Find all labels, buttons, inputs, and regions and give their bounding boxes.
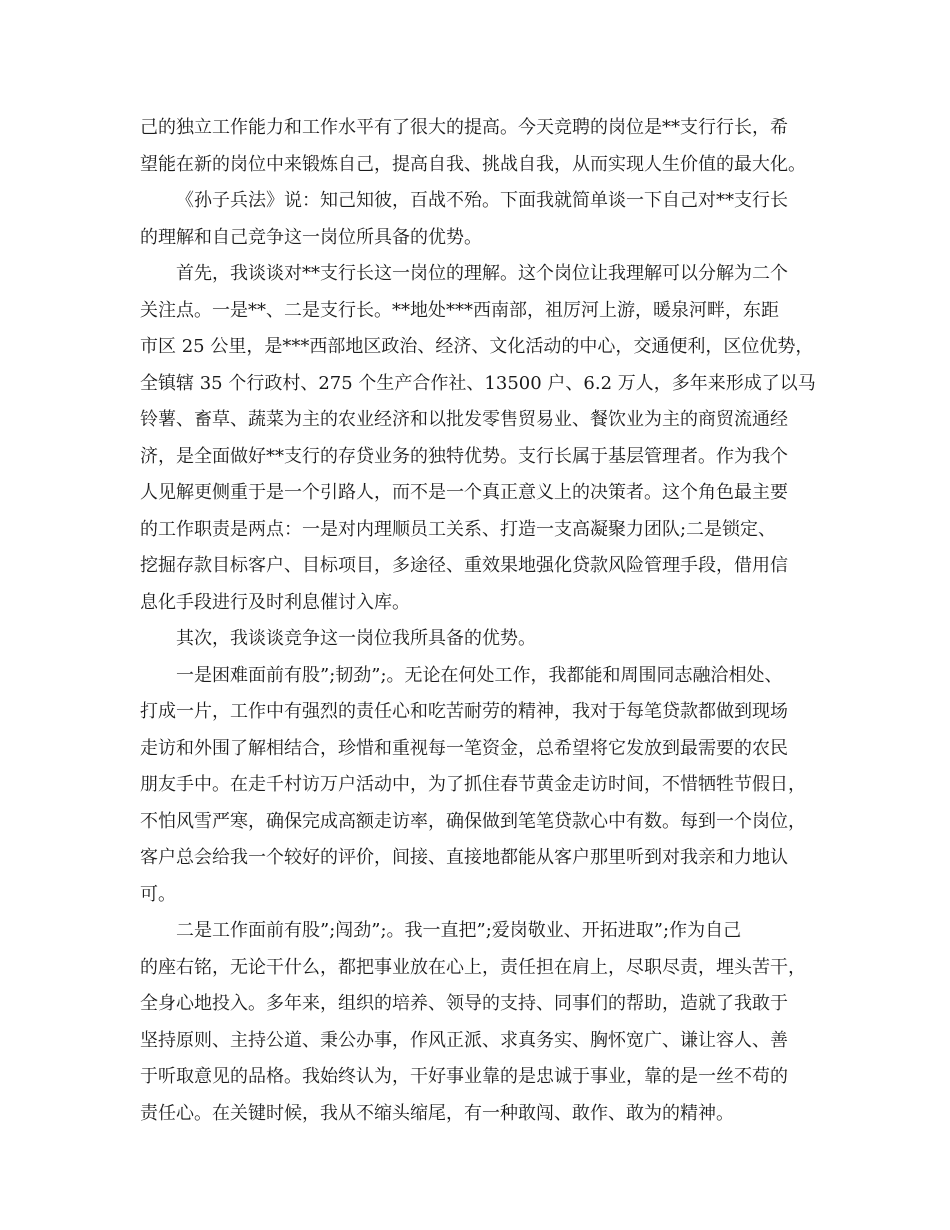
text-line: 望能在新的岗位中来锻炼自己，提高自我、挑战自我，从而实现人生价值的最大化。 [140,153,806,175]
text-line: 铃薯、畜草、蔬菜为主的农业经济和以批发零售贸易业、餐饮业为主的商贸流通经 [140,409,788,430]
text-line: 责任心。在关键时候，我从不缩头缩尾，有一种敢闯、敢作、敢为的精神。 [140,1102,734,1124]
text-line: 坚持原则、主持公道、秉公办事，作风正派、求真务实、胸怀宽广、谦让容人、善 [140,1029,788,1051]
text-line: 己的独立工作能力和工作水平有了很大的提高。今天竞聘的岗位是**支行行长，希 [140,117,788,138]
text-line: 市区 25 公里，是***西部地区政治、经济、文化活动的中心，交通便利，区位优势， [140,336,814,357]
text-line: 息化手段进行及时利息催讨入库。 [140,591,410,613]
paragraph-1 [140,110,824,183]
text-line: 的理解和自己竞争这一岗位所具备的优势。 [140,226,482,248]
text-line: 《孙子兵法》说：知己知彼，百战不殆。下面我就简单谈一下自己对**支行长 [176,190,788,211]
text-line: 一是困难面前有股”;韧劲”;。无论在何处工作，我都能和周围同志融洽相处、 [176,664,783,686]
text-line: 全镇辖 35 个行政村、275 个生产合作社、13500 户、6.2 万人，多年来形成了以马 [140,372,816,394]
text-line: 于听取意见的品格。我始终认为，干好事业靠的是忠诚于事业，靠的是一丝不苟的 [140,1066,788,1087]
text-line: 朋友手中。在走千村访万户活动中，为了抓住春节黄金走访时间，不惜牺牲节假日， [140,774,806,795]
text-line: 不怕风雪严寒，确保完成高额走访率，确保做到笔笔贷款心中有数。每到一个岗位， [140,810,806,832]
document-body [140,110,824,1132]
text-line: 关注点。一是**、二是支行长。**地处***西南部，祖厉河上游，暖泉河畔，东距 [140,299,779,321]
text-line: 的工作职责是两点：一是对内理顺员工关系、打造一支高凝聚力团队;二是锁定、 [140,518,777,540]
paragraph-3 [140,256,824,621]
text-line: 打成一片，工作中有强烈的责任心和吃苦耐劳的精神，我对于每笔贷款都做到现场 [140,701,788,722]
text-line: 人见解更侧重于是一个引路人，而不是一个真正意义上的决策者。这个角色最主要 [140,482,788,503]
text-line: 可。 [140,883,176,905]
paragraph-6 [140,913,824,1132]
text-line: 二是工作面前有股”;闯劲”;。我一直把”;爱岗敬业、开拓进取”;作为自己 [176,920,742,941]
paragraph-2 [140,183,824,256]
text-line: 全身心地投入。多年来，组织的培养、领导的支持、同事们的帮助，造就了我敢于 [140,993,788,1014]
text-line: 走访和外围了解相结合，珍惜和重视每一笔资金，总希望将它发放到最需要的农民 [140,737,788,759]
text-line: 其次，我谈谈竞争这一岗位我所具备的优势。 [176,628,536,649]
text-line: 的座右铭，无论干什么，都把事业放在心上，责任担在肩上，尽职尽责，埋头苦干， [140,956,806,978]
paragraph-5 [140,658,824,914]
text-line: 首先，我谈谈对**支行长这一岗位的理解。这个岗位让我理解可以分解为二个 [176,263,788,284]
text-line: 客户总会给我一个较好的评价，间接、直接地都能从客户那里听到对我亲和力地认 [140,847,788,868]
paragraph-4 [140,621,824,658]
text-line: 济，是全面做好**支行的存贷业务的独特优势。支行长属于基层管理者。作为我个 [140,445,788,467]
text-line: 挖掘存款目标客户、目标项目，多途径、重效果地强化贷款风险管理手段，借用信 [140,555,788,576]
